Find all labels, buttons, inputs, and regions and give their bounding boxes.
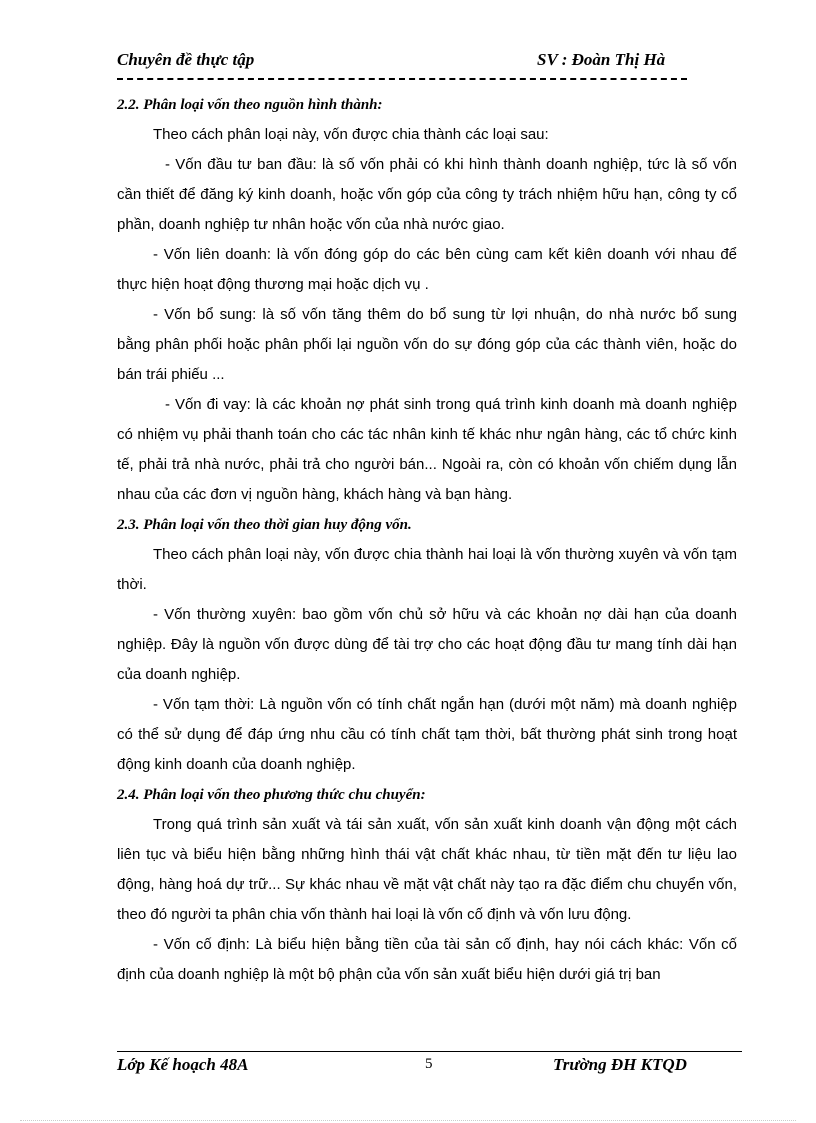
footer-right: Trường ĐH KTQD bbox=[553, 1055, 687, 1074]
paragraph: - Vốn bổ sung: là số vốn tăng thêm do bổ sung từ lợi nhuận, do nhà nước bổ sung bằng phân phối hoặc phân phối lại nguồn vốn do sự đóng góp của các thành viên, hoặc do bán trái phiếu ... bbox=[117, 306, 737, 383]
heading-2-4: 2.4. Phân loại vốn theo phương thức chu chuyển: bbox=[117, 787, 426, 803]
body-text bbox=[117, 90, 737, 990]
header-divider bbox=[117, 68, 687, 80]
heading-2-2: 2.2. Phân loại vốn theo nguồn hình thành: bbox=[117, 97, 383, 113]
paragraph: - Vốn cố định: Là biểu hiện bằng tiền của tài sản cố định, hay nói cách khác: Vốn cố định của doanh nghiệp là một bộ phận của vốn sản xuất biểu hiện dưới giá trị ban bbox=[117, 936, 737, 983]
footer-left: Lớp Kế hoạch 48A bbox=[117, 1055, 249, 1074]
header-right: SV : Đoàn Thị Hà bbox=[537, 50, 666, 69]
paragraph: - Vốn thường xuyên: bao gồm vốn chủ sở hữu và các khoản nợ dài hạn của doanh nghiệp. Đây là nguồn vốn được dùng để tài trợ cho các hoạt động đầu tư mang tính dài hạn của doanh nghiệp. bbox=[117, 606, 737, 683]
page-number: 5 bbox=[425, 1056, 433, 1072]
paragraph: Theo cách phân loại này, vốn được chia thành hai loại là vốn thường xuyên và vốn tạm thời. bbox=[117, 546, 737, 593]
paragraph: - Vốn đi vay: là các khoản nợ phát sinh trong quá trình kinh doanh mà doanh nghiệp có nhiệm vụ phải thanh toán cho các tác nhân kinh tế khác như ngân hàng, các tổ chức kinh tế, phải trả nhà nước, phải trả cho người bán... Ngoài ra, còn có khoản vốn chiếm dụng lẫn nhau của các đơn vị nguồn hàng, khách hàng và bạn hàng. bbox=[117, 396, 737, 503]
paragraph: - Vốn liên doanh: là vốn đóng góp do các bên cùng cam kết kiên doanh với nhau để thực hiện hoạt động thương mại hoặc dịch vụ . bbox=[117, 246, 737, 293]
footer-divider bbox=[117, 1051, 742, 1052]
paragraph: - Vốn tạm thời: Là nguồn vốn có tính chất ngắn hạn (dưới một năm) mà doanh nghiệp có thể sử dụng để đáp ứng nhu cầu có tính chất tạm thời, bất thường phát sinh trong hoạt động kinh doanh của doanh nghiệp. bbox=[117, 696, 737, 773]
page-edge bbox=[20, 1120, 796, 1121]
heading-2-3: 2.3. Phân loại vốn theo thời gian huy động vốn. bbox=[117, 517, 412, 533]
paragraph: Theo cách phân loại này, vốn được chia thành các loại sau: bbox=[153, 126, 549, 143]
paragraph: - Vốn đầu tư ban đầu: là số vốn phải có khi hình thành doanh nghiệp, tức là số vốn cần thiết để đăng ký kinh doanh, hoặc vốn góp của công ty trách nhiệm hữu hạn, công ty cổ phần, doanh nghiệp tư nhân hoặc vốn của nhà nước giao. bbox=[117, 156, 737, 233]
paragraph: Trong quá trình sản xuất và tái sản xuất, vốn sản xuất kinh doanh vận động một cách liên tục và biểu hiện bằng những hình thái vật chất khác nhau, từ tiền mặt đến tư liệu lao động, hàng hoá dự trữ... Sự khác nhau về mặt vật chất này tạo ra đặc điểm chu chuyển vốn, theo đó người ta phân chia vốn thành hai loại là vốn cố định và vốn lưu động. bbox=[117, 816, 737, 923]
header-left: Chuyên đề thực tập bbox=[117, 50, 255, 69]
